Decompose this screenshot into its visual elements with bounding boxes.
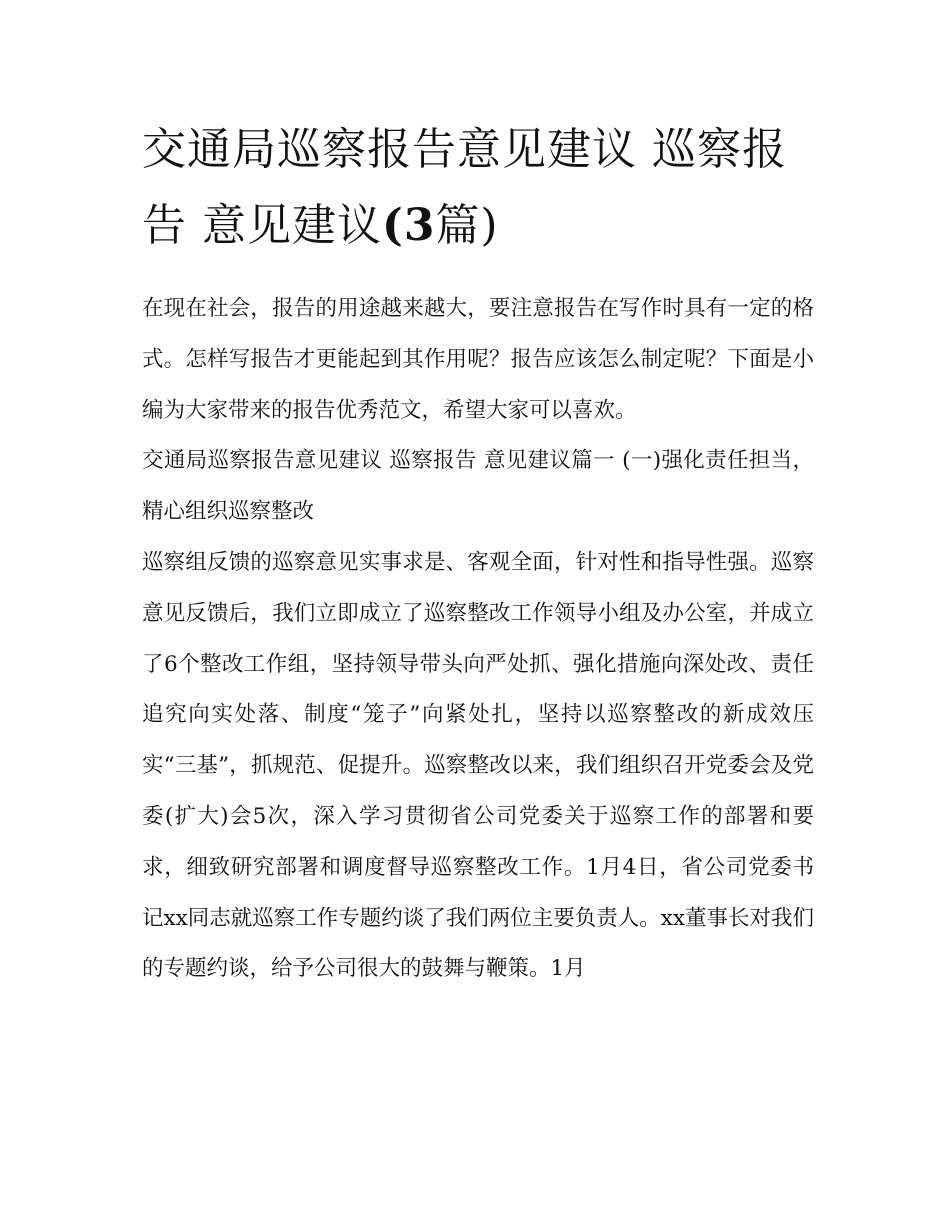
document-page [142,112,814,995]
body-paragraph: 巡察组反馈的巡察意见实事求是、客观全面，针对性和指导性强。巡察意见反馈后，我们立即成立了巡察整改工作领导小组及办公室，并成立了6个整改工作组，坚持领导带头向严处抓、强化措施向深处改、责任追究向实处落、制度“笼子”向紧处扎，坚持以巡察整改的新成效压实“三基”，抓规范、促提升。巡察整改以来，我们组织召开党委会及党委(扩大)会5次，深入学习贯彻省公司党委关于巡察工作的部署和要求，细致研究部署和调度督导巡察整改工作。1月4日，省公司党委书记xx同志就巡察工作专题约谈了我们两位主要负责人。xx董事长对我们的专题约谈，给予公司很大的鼓舞与鞭策。1月 [142,549,815,982]
section-heading: 交通局巡察报告意见建议 巡察报告 意见建议篇一 (一)强化责任担当，精心组织巡察整改 [142,448,814,525]
intro-paragraph: 在现在社会，报告的用途越来越大，要注意报告在写作时具有一定的格式。怎样写报告才更能起到其作用呢？报告应该怎么制定呢？下面是小编为大家带来的报告优秀范文，希望大家可以喜欢。 [142,296,814,423]
title-main: 交通局巡察报告意见建议 巡察报告 意见建议 [142,124,787,251]
title-suffix: 篇) [435,200,499,251]
document-title [142,112,814,264]
title-count: (3 [382,200,436,251]
